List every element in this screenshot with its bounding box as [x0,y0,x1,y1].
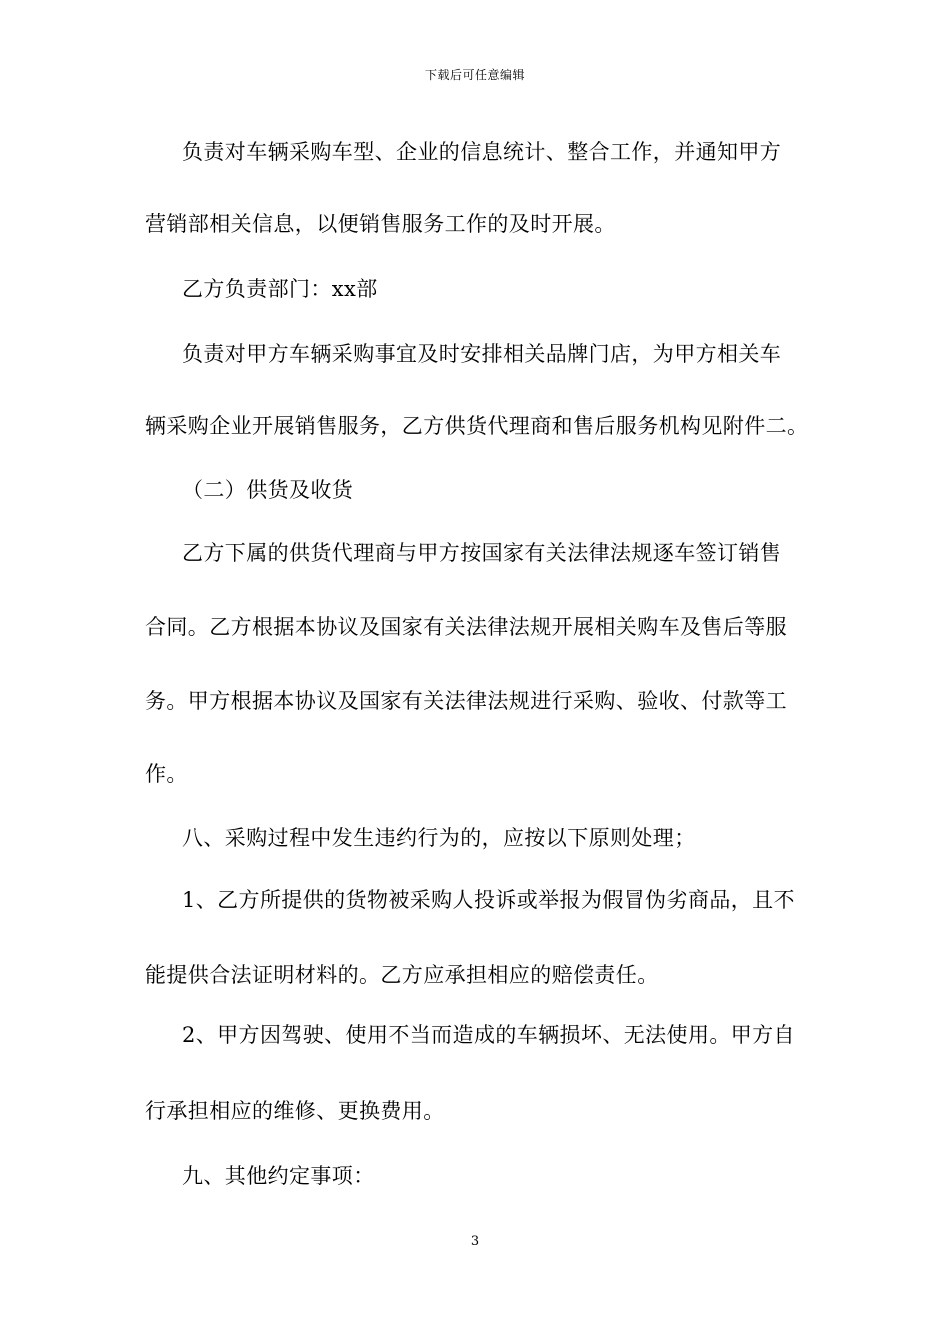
paragraph-line: 营销部相关信息，以便销售服务工作的及时开展。 [145,212,616,236]
paragraph-line: 负责对车辆采购车型、企业的信息统计、整合工作，并通知甲方 [182,140,782,164]
paragraph-line: 能提供合法证明材料的。乙方应承担相应的赔偿责任。 [145,963,659,987]
section-heading: （二）供货及收货 [182,478,354,502]
section-heading: 九、其他约定事项： [182,1164,375,1188]
paragraph-line: 2、甲方因驾驶、使用不当而造成的车辆损坏、无法使用。甲方自 [182,1023,795,1047]
paragraph-line: 作。 [145,762,188,786]
section-heading: 八、采购过程中发生违约行为的，应按以下原则处理； [182,826,696,850]
paragraph-line: 负责对甲方车辆采购事宜及时安排相关品牌门店，为甲方相关车 [182,342,782,366]
paragraph-line: 1、乙方所提供的货物被采购人投诉或举报为假冒伪劣商品，且不 [182,888,795,912]
paragraph-line: 辆采购企业开展销售服务，乙方供货代理商和售后服务机构见附件二。 [145,414,809,438]
paragraph-line: 务。甲方根据本协议及国家有关法律法规进行采购、验收、付款等工 [145,689,787,713]
paragraph-line: 合同。乙方根据本协议及国家有关法律法规开展相关购车及售后等服 [145,615,787,639]
page-header: 下载后可任意编辑 [424,68,525,82]
paragraph-line: 乙方负责部门：xx部 [182,277,378,301]
paragraph-line: 乙方下属的供货代理商与甲方按国家有关法律法规逐车签订销售 [182,541,782,565]
paragraph-line: 行承担相应的维修、更换费用。 [145,1099,445,1123]
page-number: 3 [470,1234,480,1249]
